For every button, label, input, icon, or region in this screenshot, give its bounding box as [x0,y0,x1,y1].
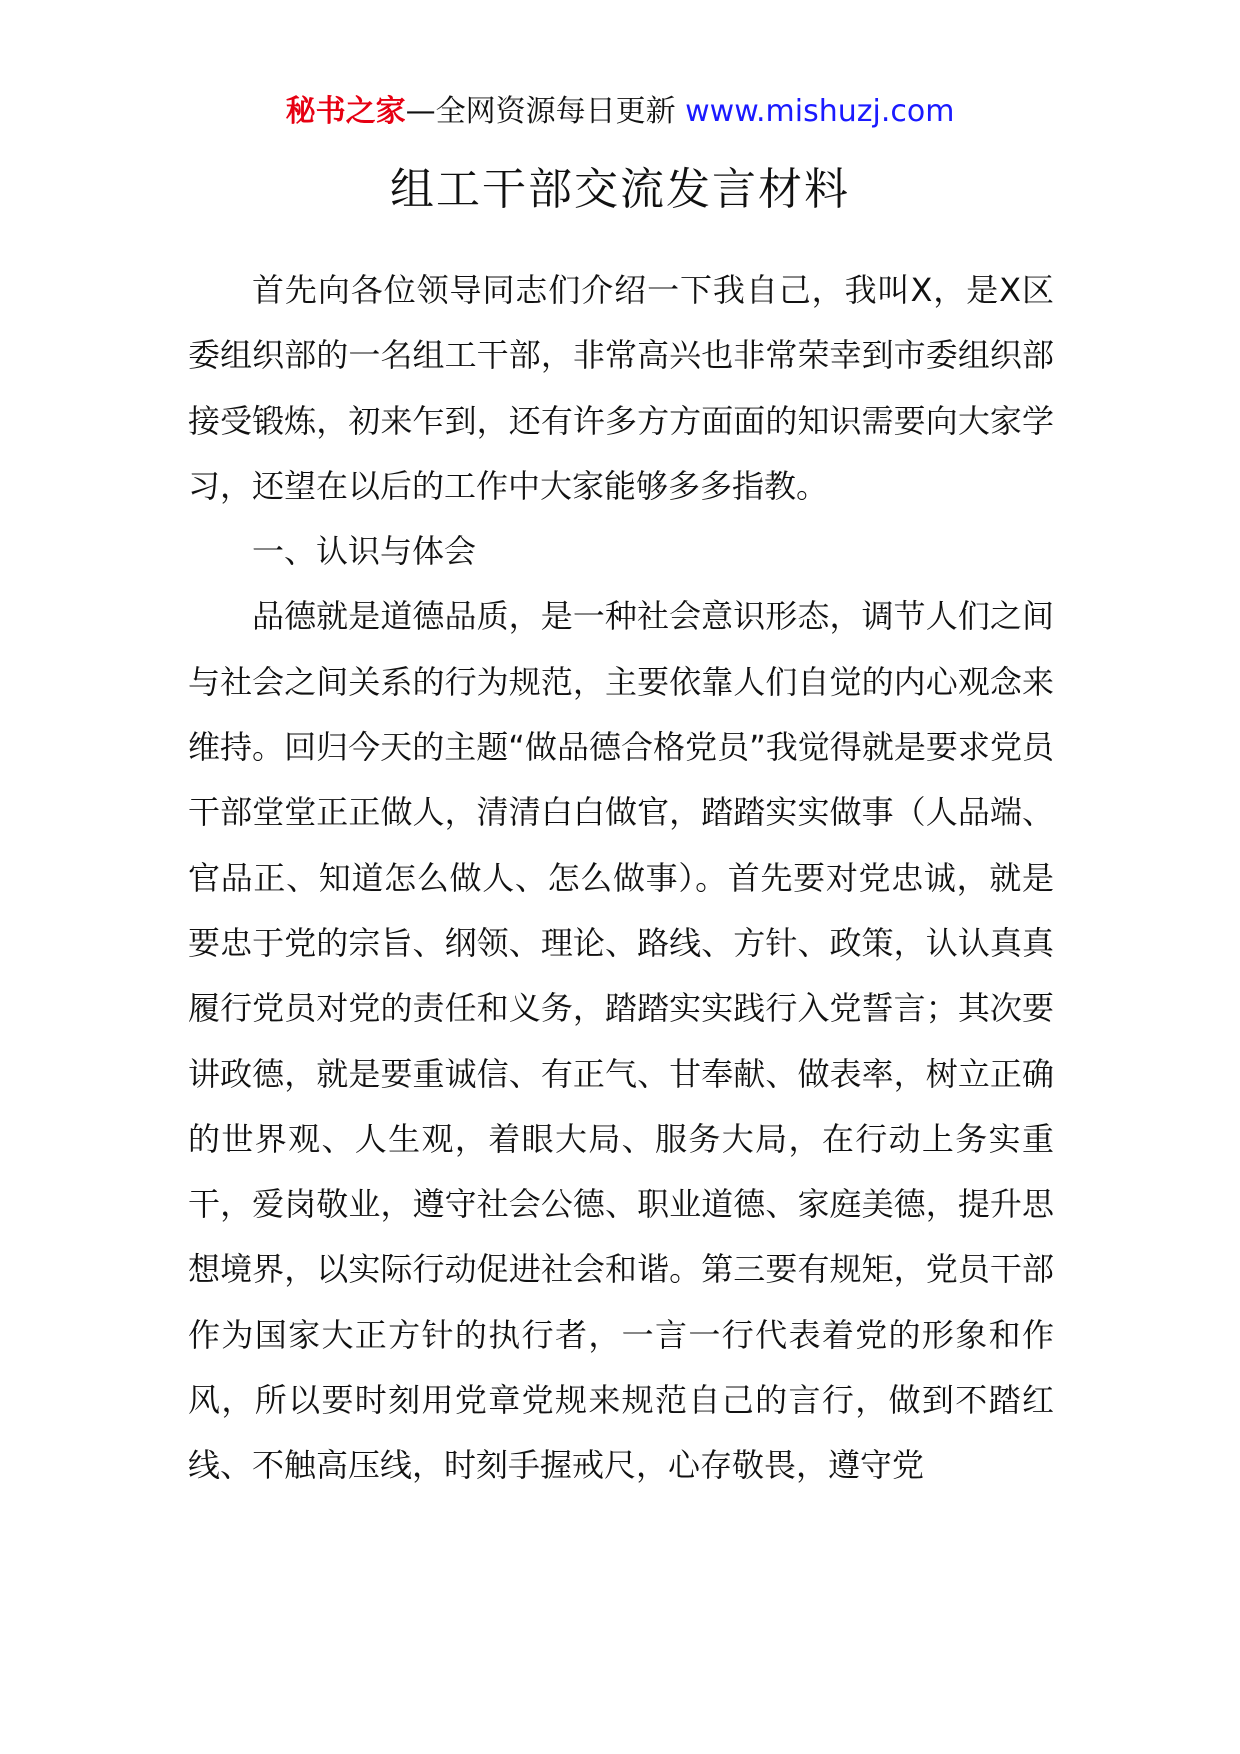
document-title: 组工干部交流发言材料 [390,164,850,215]
document-body [188,258,1054,1499]
site-url-link[interactable]: www.mishuzj.com [685,94,955,129]
paragraph-intro: 首先向各位领导同志们介绍一下我自己，我叫X，是X区委组织部的一名组工干部，非常高兴也非常荣幸到市委组织部接受锻炼，初来乍到，还有许多方方面面的知识需要向大家学习，还望在以后的工作中大家能够多多指教。 [188,271,1054,505]
site-brand: 秘书之家 [285,94,406,129]
site-tagline: —全网资源每日更新 [405,94,676,129]
site-header [0,92,1240,132]
section-heading: 一、认识与体会 [252,532,477,571]
paragraph-morality: 品德就是道德品质，是一种社会意识形态，调节人们之间与社会之间关系的行为规范，主要依靠人们自觉的内心观念来维持。回归今天的主题“做品德合格党员”我觉得就是要求党员干部堂堂正正做人，清清白白做官，踏踏实实做事（人品端、官品正、知道怎么做人、怎么做事）。首先要对党忠诚，就是要忠于党的宗旨、纲领、理论、路线、方针、政策，认认真真履行党员对党的责任和义务，踏踏实实践行入党誓言；其次要讲政德，就是要重诚信、有正气、甘奉献、做表率，树立正确的世界观、人生观，着眼大局、服务大局，在行动上务实重干，爱岗敬业，遵守社会公德、职业道德、家庭美德，提升思想境界，以实际行动促进社会和谐。第三要有规矩，党员干部作为国家大正方针的执行者，一言一行代表着党的形象和作风，所以要时刻用党章党规来规范自己的言行，做到不踏红线、不触高压线，时刻手握戒尺，心存敬畏，遵守党 [188,597,1054,1485]
